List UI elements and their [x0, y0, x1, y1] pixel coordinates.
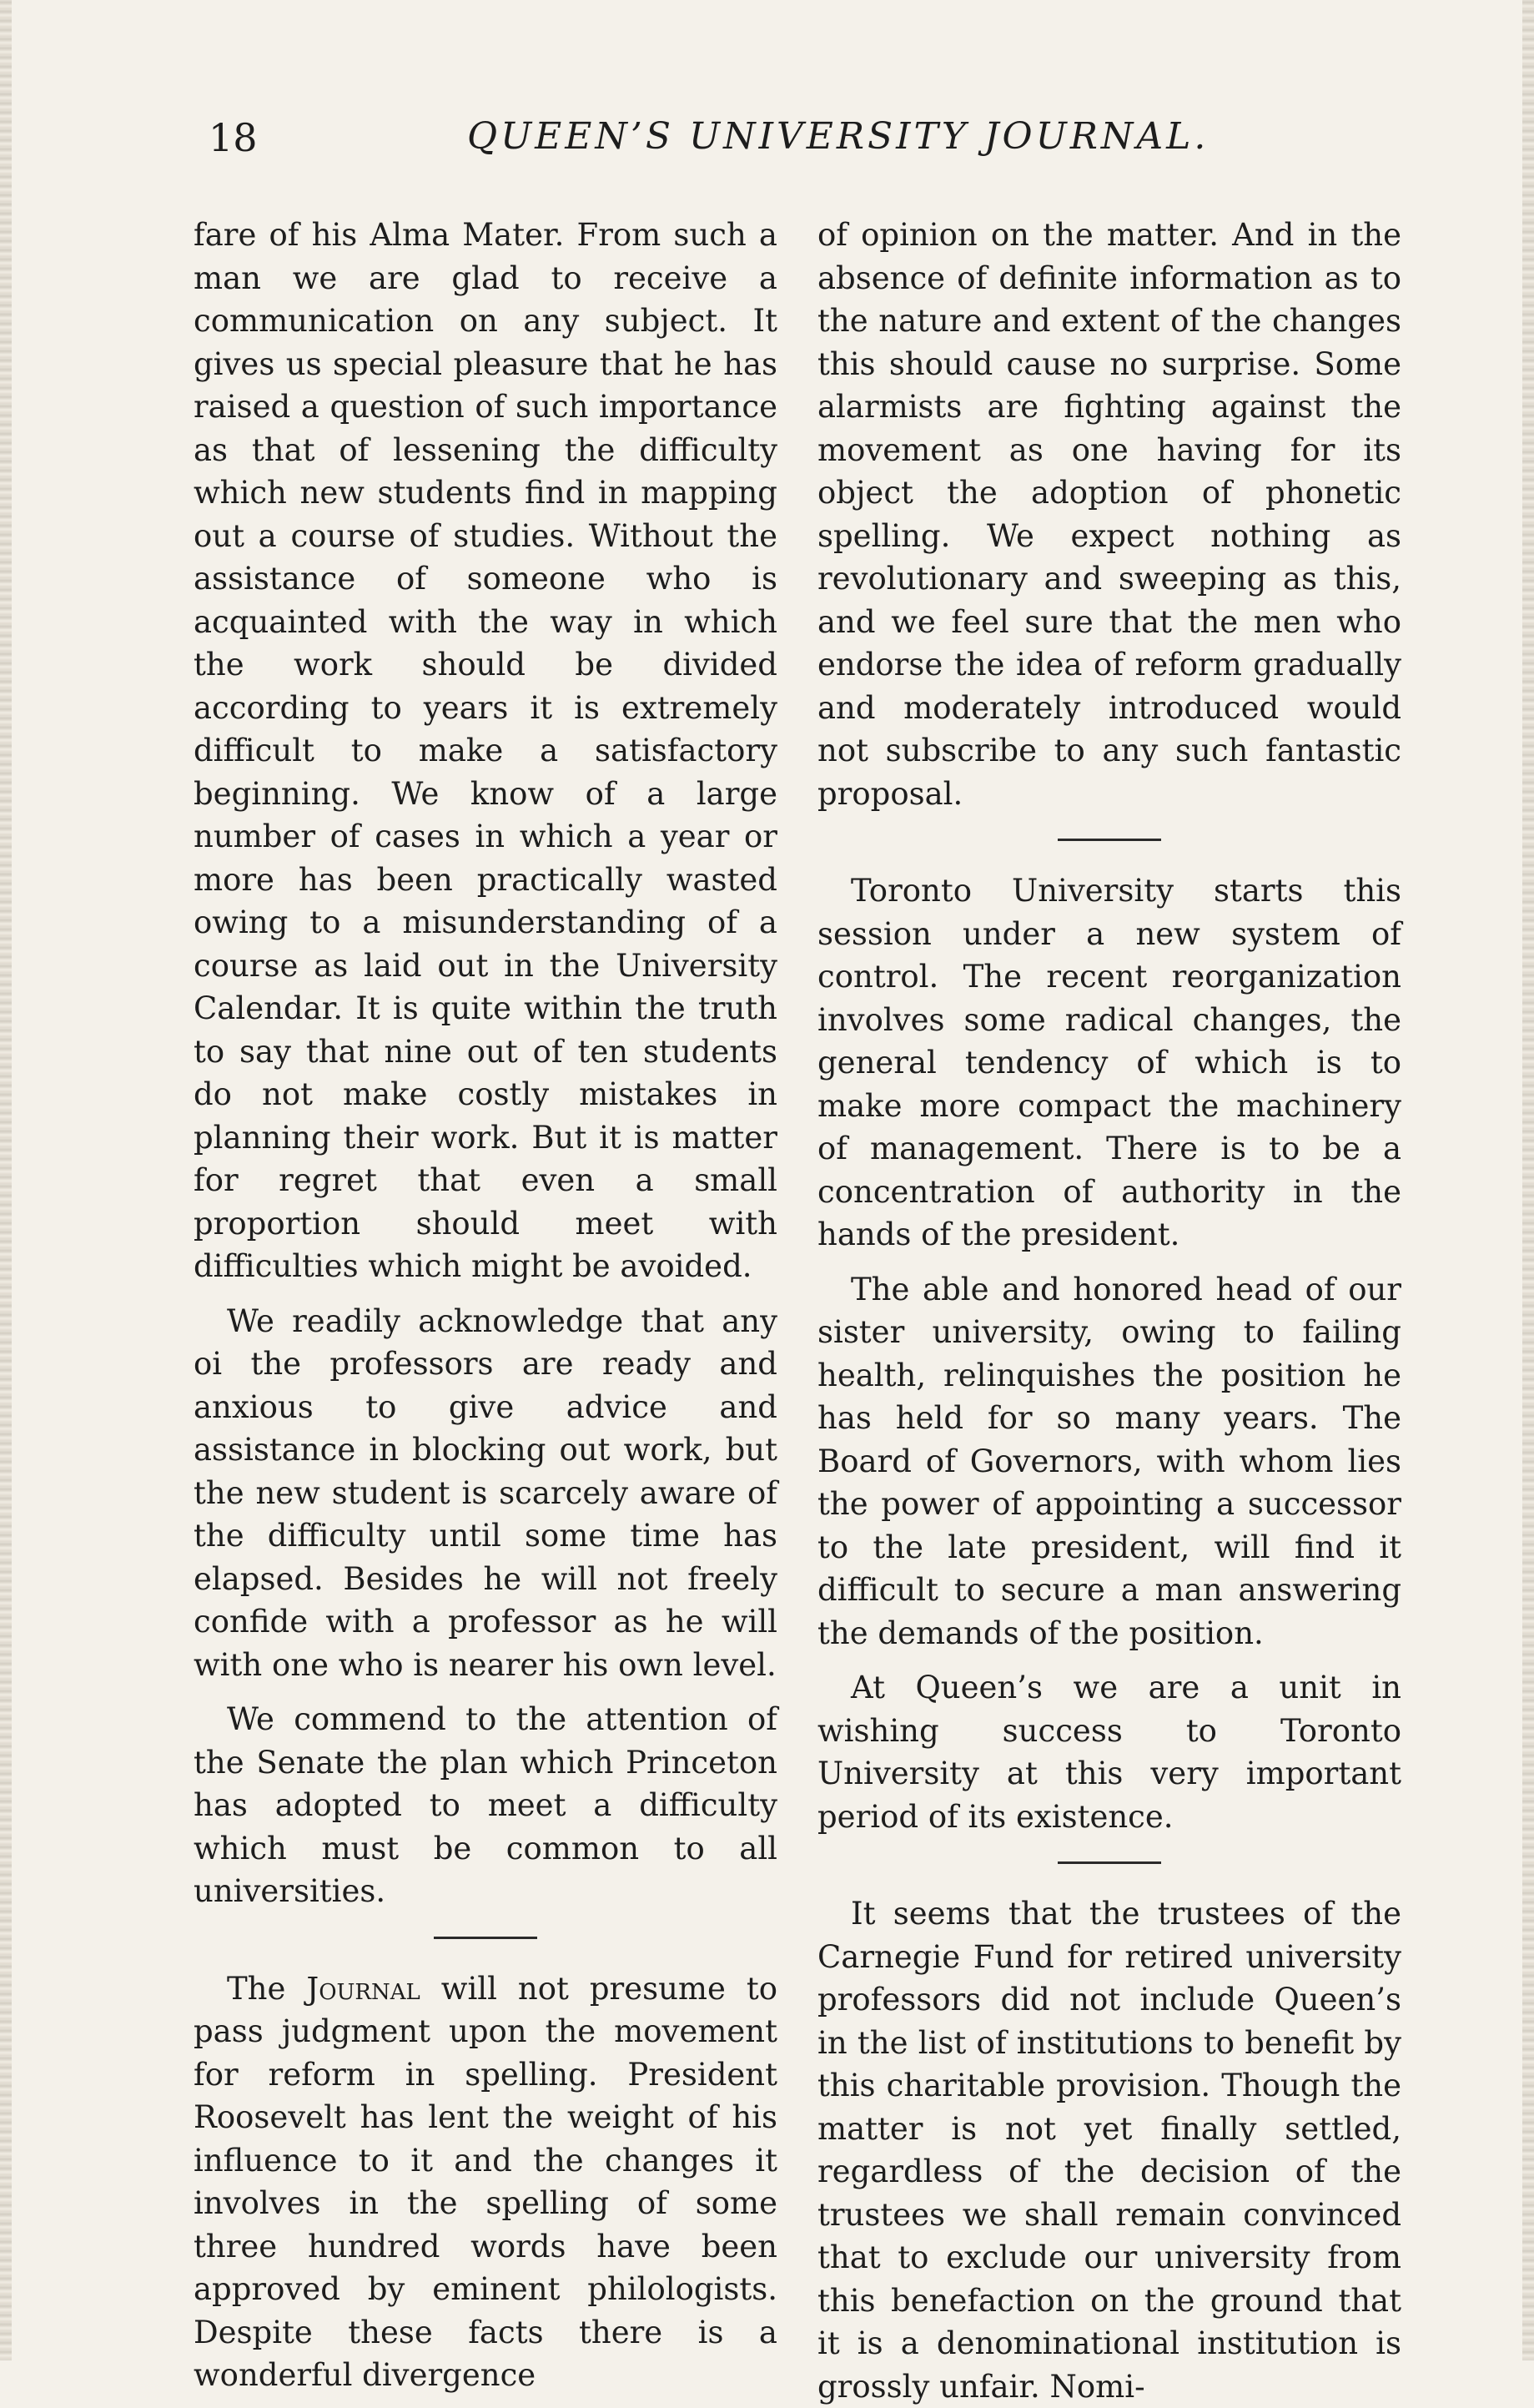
left-paragraph-4 [194, 1967, 777, 2397]
running-head: QUEEN’S UNIVERSITY JOURNAL. [467, 115, 1210, 158]
right-paragraph-4: At Queen’s we are a unit in wishing success to Toronto University at this very important period of its existence. [817, 1670, 1401, 1835]
left-paragraph-3: We commend to the attention of the Senate the plan which Princeton has adopted to meet a difficulty which must be common to all universities. [194, 1701, 777, 1909]
right-column [817, 214, 1401, 2408]
section-divider [1058, 1861, 1161, 1864]
left-paragraph-1: fare of his Alma Mater. From such a man we are glad to receive a communication on any subject. It gives us special pleasure that he has raised a question of such importance as that of lessening the difficulty which new students find in mapping out a course of studies. Without the assistance of someone who is acquainted with the way in which the work should be divided according to years it is extremely difficult to make a satisfactory beginning. We know of a large number of cases in which a year or more has been practically wasted owing to a misunderstanding of a course as laid out in the University Calendar. It is quite within the truth to say that nine out of ten students do not make costly mistakes in planning their work. But it is matter for regret that even a small proportion should meet with difficulties which might be avoided. [194, 217, 777, 1284]
section-divider [434, 1937, 537, 1939]
page-number: 18 [209, 115, 258, 160]
page-edge-right [1522, 0, 1534, 2360]
paragraph-4-rest: will not presume to pass judgment upon the movement for reform in spelling. President Roosevelt has lent the weight of his influence to it and the changes it involves in the spelling of some three hundred words have been approved by eminent philologists. Despite these facts there is a wonderful divergence [194, 1970, 778, 2393]
right-paragraph-3: The able and honored head of our sister university, owing to failing health, relinquishes the position he has held for so many years. The Board of Governors, with whom lies the power of appointing a successor to the late president, will find it difficult to secure a man answering the demands of the position. [817, 1271, 1401, 1651]
left-paragraph-2: We readily acknowledge that any oi the professors are ready and anxious to give advice and assistance in blocking out work, but the new student is scarcely aware of the difficulty until some time has elapsed. Besides he will not freely confide with a professor as he will with one who is nearer his own level. [194, 1302, 777, 1683]
section-divider [1058, 839, 1161, 841]
page-edge-left [0, 0, 12, 2360]
paragraph-4-opening: The [227, 1970, 307, 2007]
journal-smallcaps: Journal [306, 1970, 420, 2007]
left-column [194, 214, 777, 2397]
right-paragraph-5: It seems that the trustees of the Carnegie Fund for retired university professors did not include Queen’s in the list of institutions to benefit by this charitable provision. Though the matter is not yet finally settled, regardless of the decision of the trustees we shall remain convinced that to exclude our university from this benefaction on the ground that it is a denominational institution is grossly unfair. Nomi- [817, 1896, 1401, 2405]
right-paragraph-1: of opinion on the matter. And in the absence of definite information as to the nature and extent of the changes this should cause no surprise. Some alarmists are fighting against the movement as one having for its object the adoption of phonetic spelling. We expect nothing as revolutionary and sweeping as this, and we feel sure that the men who endorse the idea of reform gradually and moderately introduced would not subscribe to any such fantastic proposal. [817, 217, 1401, 812]
right-paragraph-2: Toronto University starts this session under a new system of control. The recent reorganization involves some radical changes, the general tendency of which is to make more compact the machinery of management. There is to be a concentration of authority in the hands of the president. [817, 873, 1401, 1252]
